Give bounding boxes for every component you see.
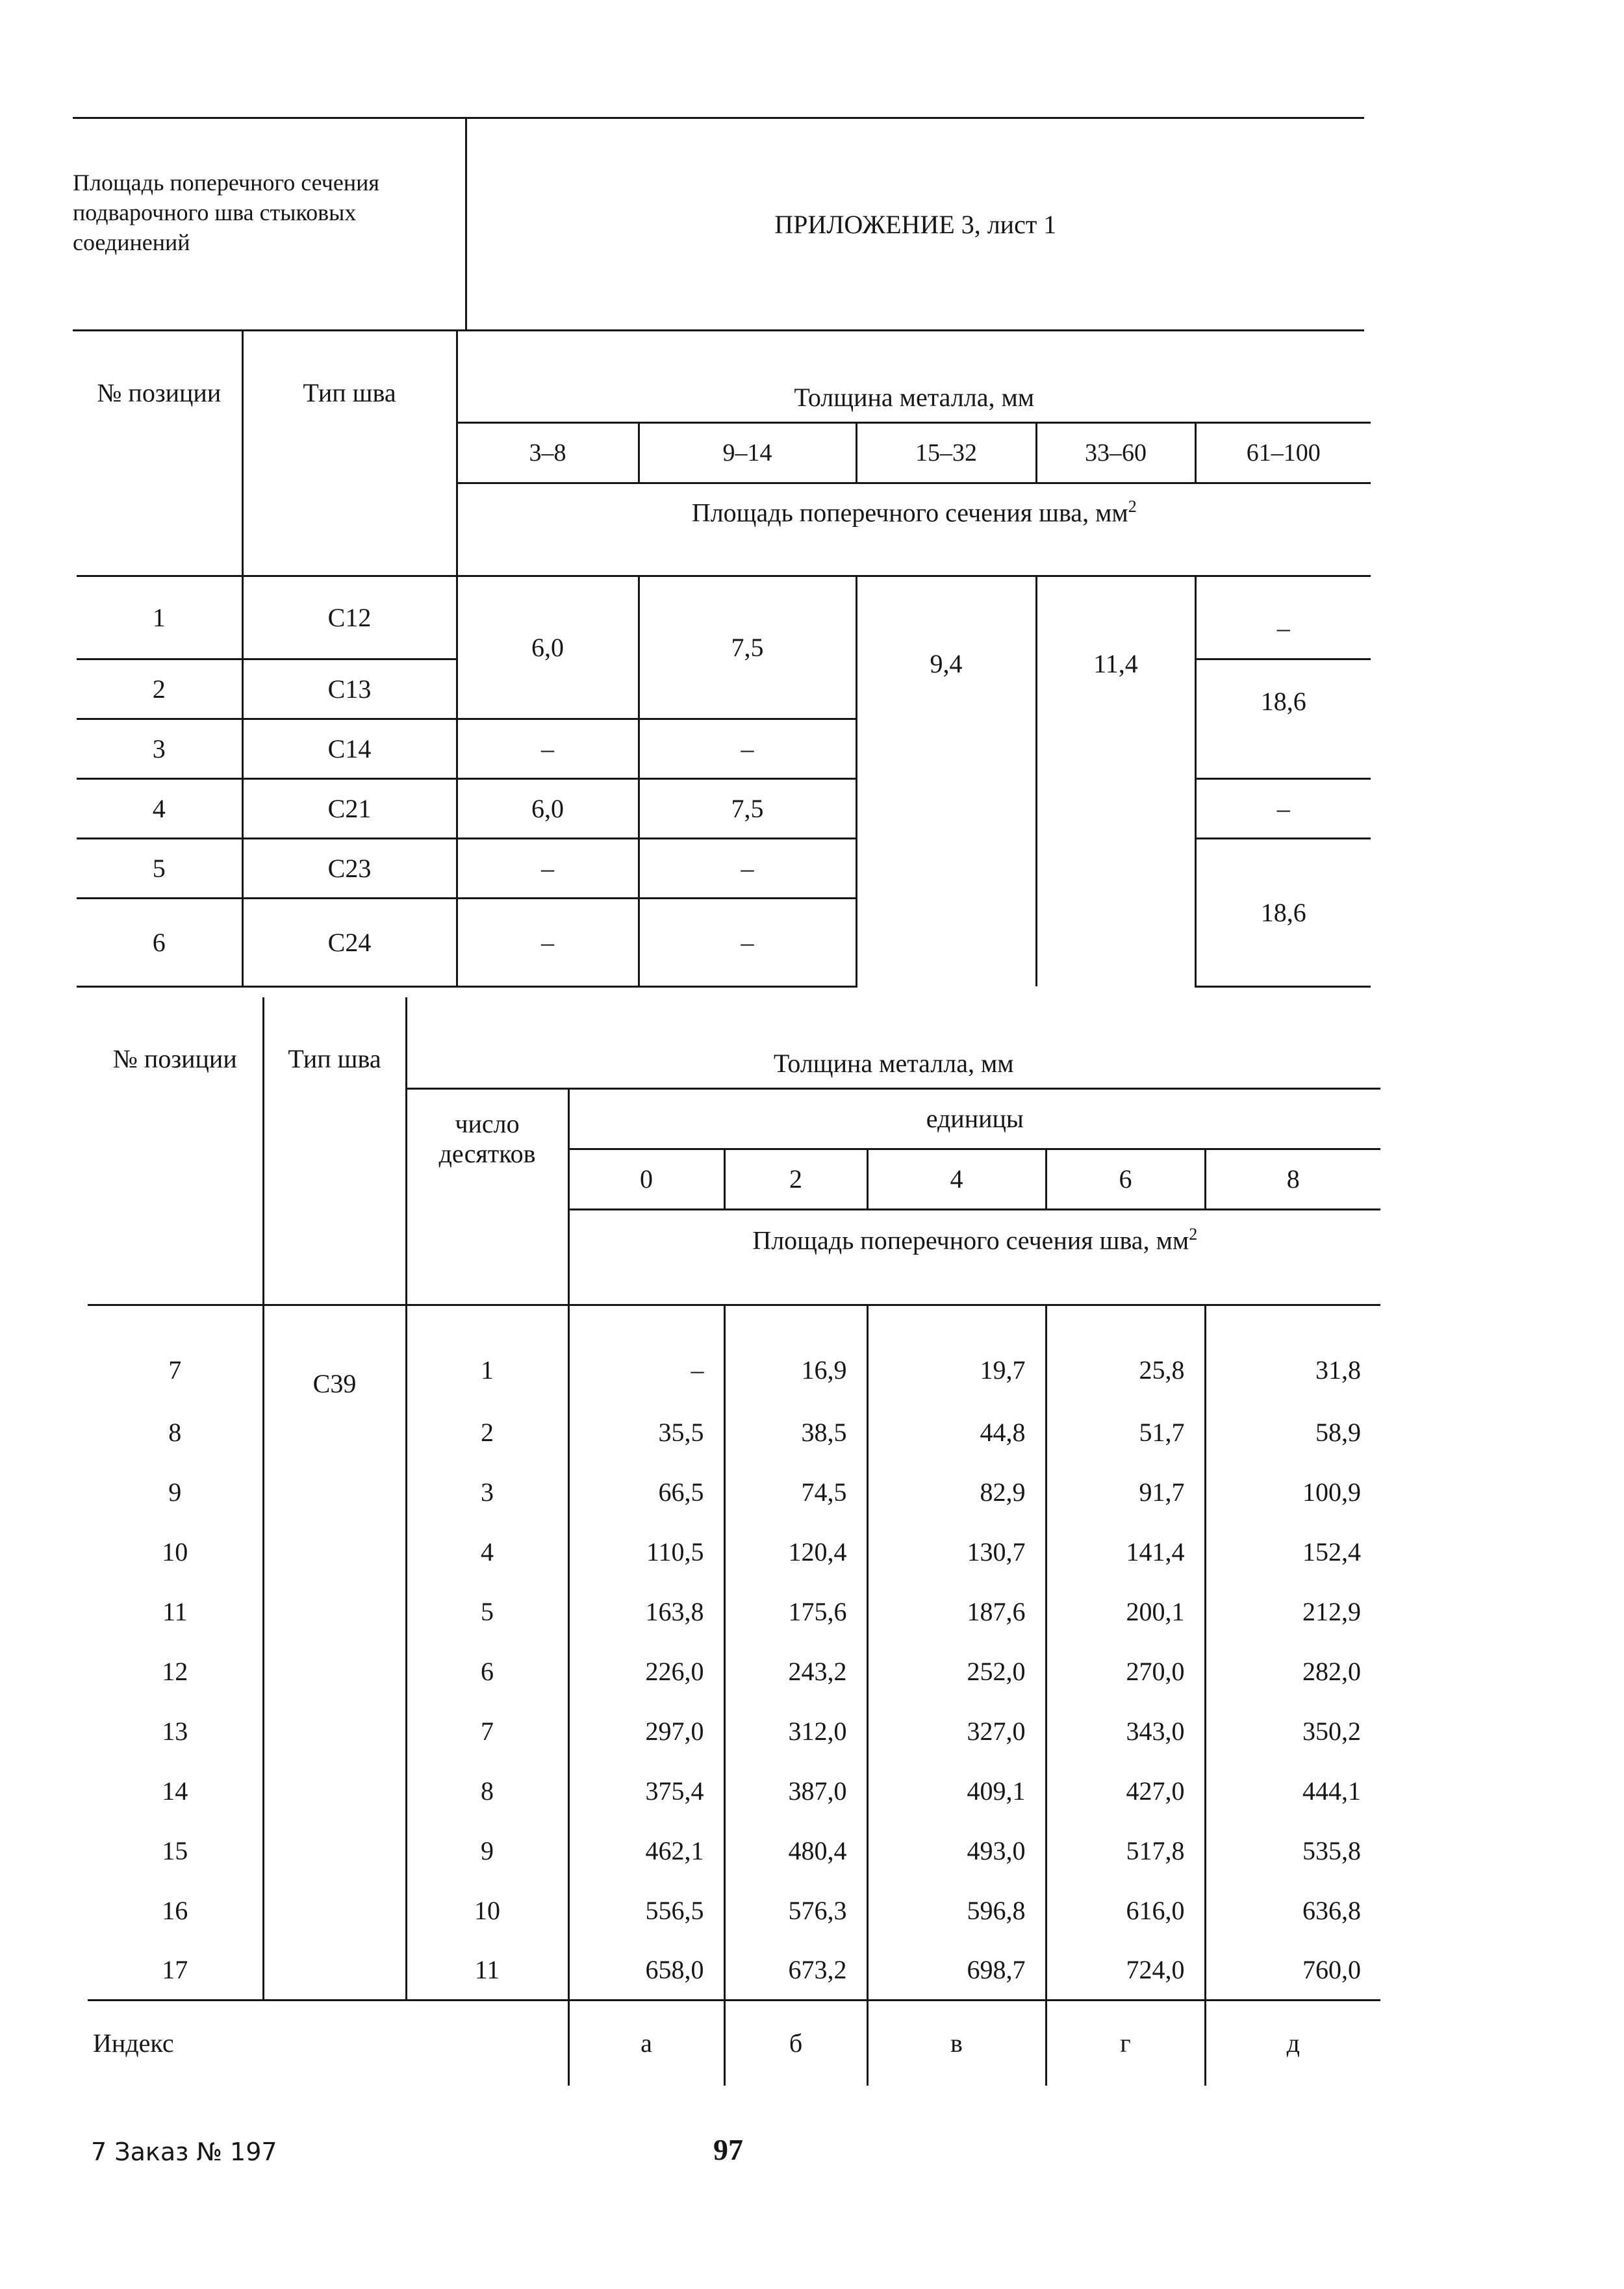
value-cell: 100,9 — [1205, 1462, 1380, 1522]
value-cell: 58,9 — [1205, 1402, 1380, 1462]
col-weld-type-header: Тип шва — [242, 331, 457, 576]
range-3-8: 3–8 — [457, 422, 639, 483]
row-position: 13 — [162, 1716, 188, 1746]
value-cell: 243,2 — [724, 1641, 867, 1701]
value-cell: 387,0 — [724, 1761, 867, 1821]
value-cell: 297,0 — [568, 1701, 724, 1761]
area-header — [457, 483, 1371, 576]
thickness-header: Толщина металла, мм — [406, 997, 1380, 1088]
unit-2: 2 — [724, 1149, 867, 1209]
value-cell: 16,9 — [724, 1305, 867, 1402]
row-tens: 1 — [406, 1305, 568, 1402]
value-cell: 409,1 — [867, 1761, 1046, 1821]
value-cell: 427,0 — [1046, 1761, 1205, 1821]
col-weld-type-header: Тип шва — [263, 997, 406, 1305]
value-cell: 200,1 — [1046, 1581, 1205, 1641]
value-cell: 350,2 — [1205, 1701, 1380, 1761]
header-block — [73, 117, 1364, 331]
value-cell: 110,5 — [568, 1522, 724, 1581]
row-weld-type: С24 — [242, 898, 457, 986]
index-d: д — [1205, 2000, 1380, 2086]
table2-body — [88, 1305, 1380, 2000]
value-cell: – — [568, 1305, 724, 1402]
value-cell: 51,7 — [1046, 1402, 1205, 1462]
value-cell: 493,0 — [867, 1821, 1046, 1880]
row-position: 4 — [77, 778, 242, 838]
col-position-header: № позиции — [77, 331, 242, 576]
row-position: 12 — [162, 1656, 188, 1686]
row-position: 11 — [162, 1596, 188, 1626]
cell-3-8: – — [457, 838, 639, 898]
area-header — [568, 1209, 1380, 1305]
index-g: г — [1046, 2000, 1205, 2086]
cell-9-14: – — [639, 838, 856, 898]
value-cell: 44,8 — [867, 1402, 1046, 1462]
row-position: 17 — [162, 1954, 188, 1984]
value-cell: 760,0 — [1205, 1940, 1380, 2000]
unit-6: 6 — [1046, 1149, 1205, 1209]
value-cell: 66,5 — [568, 1462, 724, 1522]
value-cell: 556,5 — [568, 1880, 724, 1940]
area-sup: 2 — [1128, 496, 1137, 516]
range-15-32: 15–32 — [856, 422, 1036, 483]
row-position: 8 — [168, 1417, 182, 1447]
cell-3-8: 6,0 — [457, 576, 639, 719]
row-position: 2 — [77, 659, 242, 719]
cell-3-8: 6,0 — [457, 778, 639, 838]
range-9-14: 9–14 — [639, 422, 856, 483]
cell-61-100: 18,6 — [1195, 838, 1371, 986]
row-weld-type: С12 — [242, 576, 457, 659]
cell-15-32: 9,4 — [856, 576, 1036, 986]
cell-33-60: 11,4 — [1036, 576, 1195, 986]
index-row — [88, 2000, 1380, 2086]
cell-9-14: – — [639, 719, 856, 778]
value-cell: 444,1 — [1205, 1761, 1380, 1821]
value-cell: 312,0 — [724, 1701, 867, 1761]
value-cell: 31,8 — [1205, 1305, 1380, 1402]
value-cell: 576,3 — [724, 1880, 867, 1940]
row-weld-type: С21 — [242, 778, 457, 838]
document-title — [73, 118, 466, 331]
row-tens: 3 — [406, 1462, 568, 1522]
appendix-label: ПРИЛОЖЕНИЕ 3, лист 1 — [466, 118, 1364, 331]
value-cell: 212,9 — [1205, 1581, 1380, 1641]
row-weld-type: С23 — [242, 838, 457, 898]
value-cell: 38,5 — [724, 1402, 867, 1462]
value-cell: 175,6 — [724, 1581, 867, 1641]
area-label: Площадь поперечного сечения шва, мм — [752, 1225, 1189, 1255]
value-cell: 596,8 — [867, 1880, 1046, 1940]
value-cell: 462,1 — [568, 1821, 724, 1880]
row-tens: 5 — [406, 1581, 568, 1641]
row-tens: 11 — [406, 1940, 568, 2000]
range-61-100: 61–100 — [1195, 422, 1371, 483]
thickness-header: Толщина металла, мм — [457, 331, 1371, 422]
row-weld-type: С39 — [263, 1305, 406, 2000]
units-header: единицы — [568, 1088, 1380, 1149]
value-cell: 636,8 — [1205, 1880, 1380, 1940]
value-cell: 658,0 — [568, 1940, 724, 2000]
index-b: б — [724, 2000, 867, 2086]
value-cell: 375,4 — [568, 1761, 724, 1821]
unit-0: 0 — [568, 1149, 724, 1209]
value-cell: 163,8 — [568, 1581, 724, 1641]
title-line: соединений — [73, 229, 190, 255]
cell-3-8: – — [457, 719, 639, 778]
index-label: Индекс — [88, 2000, 568, 2086]
row-position: 5 — [77, 838, 242, 898]
weld-area-table-units — [88, 997, 1380, 2086]
area-sup: 2 — [1189, 1224, 1198, 1244]
value-cell: 19,7 — [867, 1305, 1046, 1402]
value-cell: 187,6 — [867, 1581, 1046, 1641]
cell-9-14: 7,5 — [639, 778, 856, 838]
value-cell: 91,7 — [1046, 1462, 1205, 1522]
row-tens: 2 — [406, 1402, 568, 1462]
value-cell: 120,4 — [724, 1522, 867, 1581]
cell-3-8: – — [457, 898, 639, 986]
value-cell: 82,9 — [867, 1462, 1046, 1522]
table-row — [88, 1305, 1380, 1402]
cell-9-14: – — [639, 898, 856, 986]
row-tens: 7 — [406, 1701, 568, 1761]
value-cell: 480,4 — [724, 1821, 867, 1880]
row-weld-type: С14 — [242, 719, 457, 778]
index-v: в — [867, 2000, 1046, 2086]
row-position: 10 — [162, 1537, 188, 1566]
title-line: Площадь поперечного сечения — [73, 170, 379, 196]
value-cell: 141,4 — [1046, 1522, 1205, 1581]
row-weld-type: С13 — [242, 659, 457, 719]
row-tens: 6 — [406, 1641, 568, 1701]
value-cell: 226,0 — [568, 1641, 724, 1701]
row-position: 7 — [168, 1355, 182, 1385]
value-cell: 74,5 — [724, 1462, 867, 1522]
row-tens: 8 — [406, 1761, 568, 1821]
value-cell: 252,0 — [867, 1641, 1046, 1701]
value-cell: 698,7 — [867, 1940, 1046, 2000]
area-label: Площадь поперечного сечения шва, мм — [691, 497, 1128, 527]
value-cell: 616,0 — [1046, 1880, 1205, 1940]
tens-header: число десятков — [406, 1088, 568, 1305]
order-number: 7 Заказ № 197 — [91, 2138, 277, 2166]
cell-61-100: – — [1195, 778, 1371, 838]
value-cell: 343,0 — [1046, 1701, 1205, 1761]
row-tens: 10 — [406, 1880, 568, 1940]
value-cell: 152,4 — [1205, 1522, 1380, 1581]
weld-area-table-ranges — [77, 331, 1371, 988]
col-position-header: № позиции — [88, 997, 263, 1305]
cell-61-100: – — [1195, 576, 1371, 659]
value-cell: 327,0 — [867, 1701, 1046, 1761]
row-position: 3 — [77, 719, 242, 778]
index-a: а — [568, 2000, 724, 2086]
title-line: подварочного шва стыковых — [73, 199, 357, 225]
row-position: 16 — [162, 1895, 188, 1925]
range-33-60: 33–60 — [1036, 422, 1195, 483]
value-cell: 270,0 — [1046, 1641, 1205, 1701]
cell-61-100: 18,6 — [1195, 659, 1371, 778]
cell-9-14: 7,5 — [639, 576, 856, 719]
row-position: 6 — [77, 898, 242, 986]
row-position: 9 — [168, 1477, 182, 1507]
value-cell: 517,8 — [1046, 1821, 1205, 1880]
unit-8: 8 — [1205, 1149, 1380, 1209]
unit-4: 4 — [867, 1149, 1046, 1209]
value-cell: 35,5 — [568, 1402, 724, 1462]
value-cell: 25,8 — [1046, 1305, 1205, 1402]
value-cell: 673,2 — [724, 1940, 867, 2000]
row-tens: 4 — [406, 1522, 568, 1581]
row-position: 15 — [162, 1835, 188, 1865]
value-cell: 282,0 — [1205, 1641, 1380, 1701]
value-cell: 535,8 — [1205, 1821, 1380, 1880]
row-tens: 9 — [406, 1821, 568, 1880]
value-cell: 724,0 — [1046, 1940, 1205, 2000]
row-position: 1 — [77, 576, 242, 659]
row-position: 14 — [162, 1776, 188, 1806]
page-number: 97 — [713, 2133, 743, 2166]
value-cell: 130,7 — [867, 1522, 1046, 1581]
